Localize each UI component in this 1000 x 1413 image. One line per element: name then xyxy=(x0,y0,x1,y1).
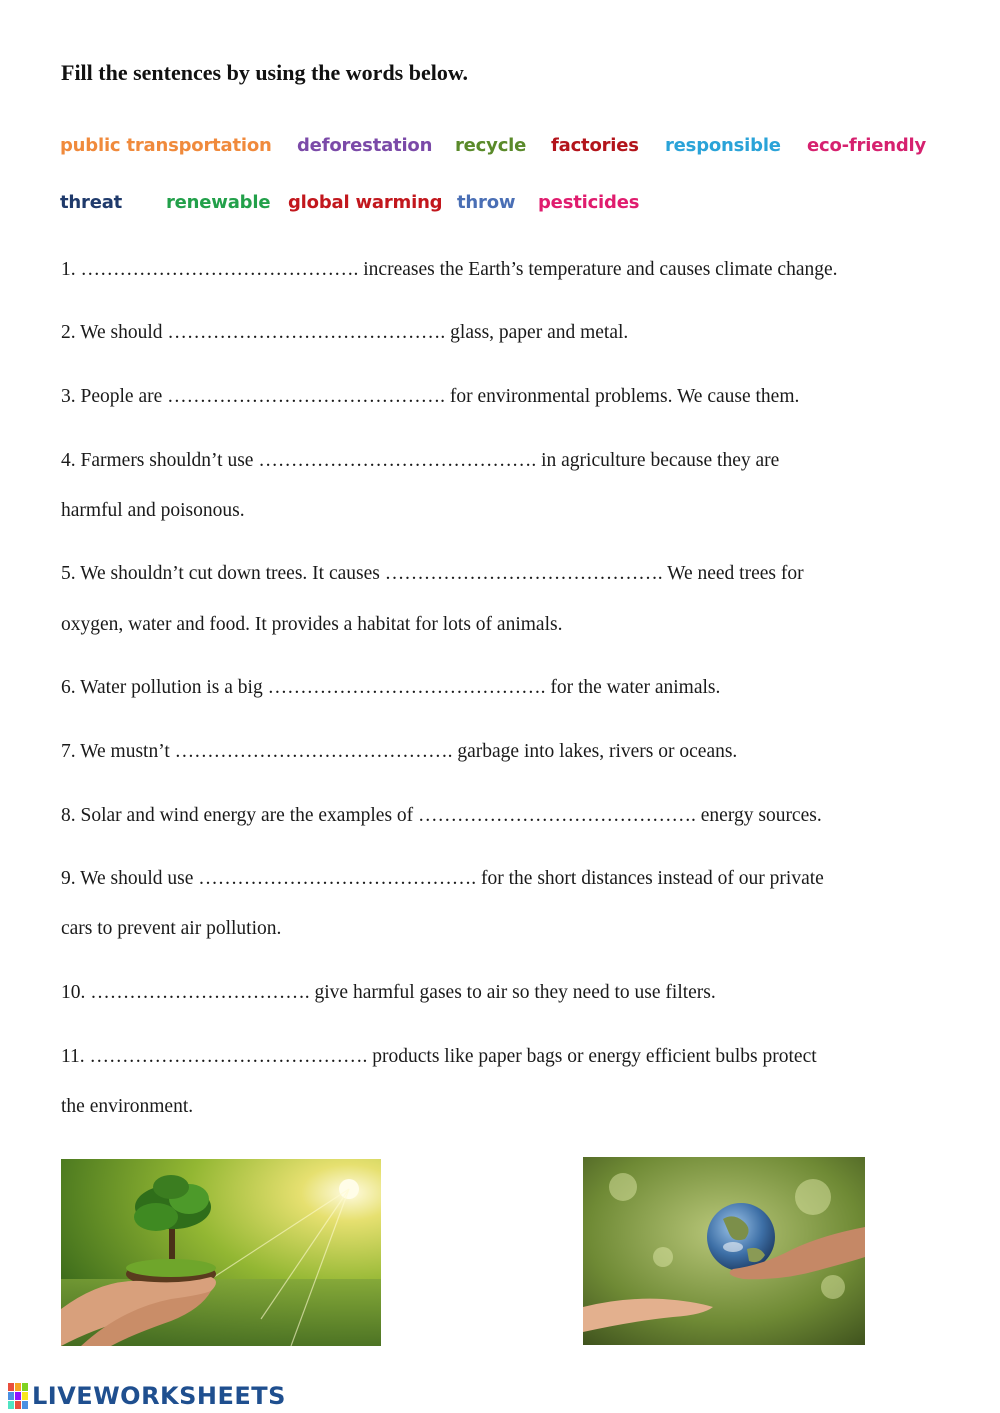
word-eco-friendly[interactable]: eco-friendly xyxy=(807,135,927,156)
worksheet-title: Fill the sentences by using the words below. xyxy=(61,60,469,85)
word-recycle[interactable]: recycle xyxy=(455,135,527,156)
earth-in-hands-image xyxy=(583,1157,865,1345)
logo-icon xyxy=(8,1383,28,1409)
word-pesticides[interactable]: pesticides xyxy=(538,192,640,213)
sentence-5[interactable]: 5. We shouldn’t cut down trees. It causes ……………………………………. We need trees for xyxy=(61,563,804,584)
word-global-warming[interactable]: global warming xyxy=(288,192,443,213)
sentence-8[interactable]: 8. Solar and wind energy are the examples of ……………………………………. energy sources. xyxy=(61,805,822,826)
word-deforestation[interactable]: deforestation xyxy=(297,135,433,156)
sentence-1[interactable]: 1. ……………………………………. increases the Earth’s temperature and causes climate change. xyxy=(61,259,838,280)
sentence-10[interactable]: 10. ……………………………. give harmful gases to air so they need to use filters. xyxy=(61,982,716,1003)
sentence-3[interactable]: 3. People are ……………………………………. for environmental problems. We cause them. xyxy=(61,386,800,407)
tree-in-hands-image xyxy=(61,1159,381,1346)
liveworksheets-logo[interactable] xyxy=(8,1381,286,1411)
sentence-5-cont: oxygen, water and food. It provides a habitat for lots of animals. xyxy=(61,614,563,635)
word-threat[interactable]: threat xyxy=(60,192,123,213)
earth-in-hands-illustration xyxy=(583,1157,865,1345)
sentence-2[interactable]: 2. We should ……………………………………. glass, paper and metal. xyxy=(61,322,629,343)
logo-text: LIVEWORKSHEETS xyxy=(32,1382,286,1410)
sentence-6[interactable]: 6. Water pollution is a big ……………………………………. for the water animals. xyxy=(61,677,721,698)
word-public-transportation[interactable]: public transportation xyxy=(60,135,272,156)
tree-in-hands-illustration xyxy=(61,1159,381,1346)
sentence-9[interactable]: 9. We should use ……………………………………. for the short distances instead of our private xyxy=(61,868,824,889)
word-responsible[interactable]: responsible xyxy=(665,135,781,156)
word-renewable[interactable]: renewable xyxy=(166,192,271,213)
sentence-4-cont: harmful and poisonous. xyxy=(61,500,245,521)
sentence-11-cont: the environment. xyxy=(61,1096,194,1117)
word-throw[interactable]: throw xyxy=(457,192,516,213)
sentence-11[interactable]: 11. ……………………………………. products like paper bags or energy efficient bulbs protect xyxy=(61,1046,817,1067)
sentence-9-cont: cars to prevent air pollution. xyxy=(61,918,282,939)
sentence-7[interactable]: 7. We mustn’t ……………………………………. garbage into lakes, rivers or oceans. xyxy=(61,741,738,762)
word-factories[interactable]: factories xyxy=(551,135,639,156)
sentence-4[interactable]: 4. Farmers shouldn’t use ……………………………………. in agriculture because they are xyxy=(61,450,780,471)
